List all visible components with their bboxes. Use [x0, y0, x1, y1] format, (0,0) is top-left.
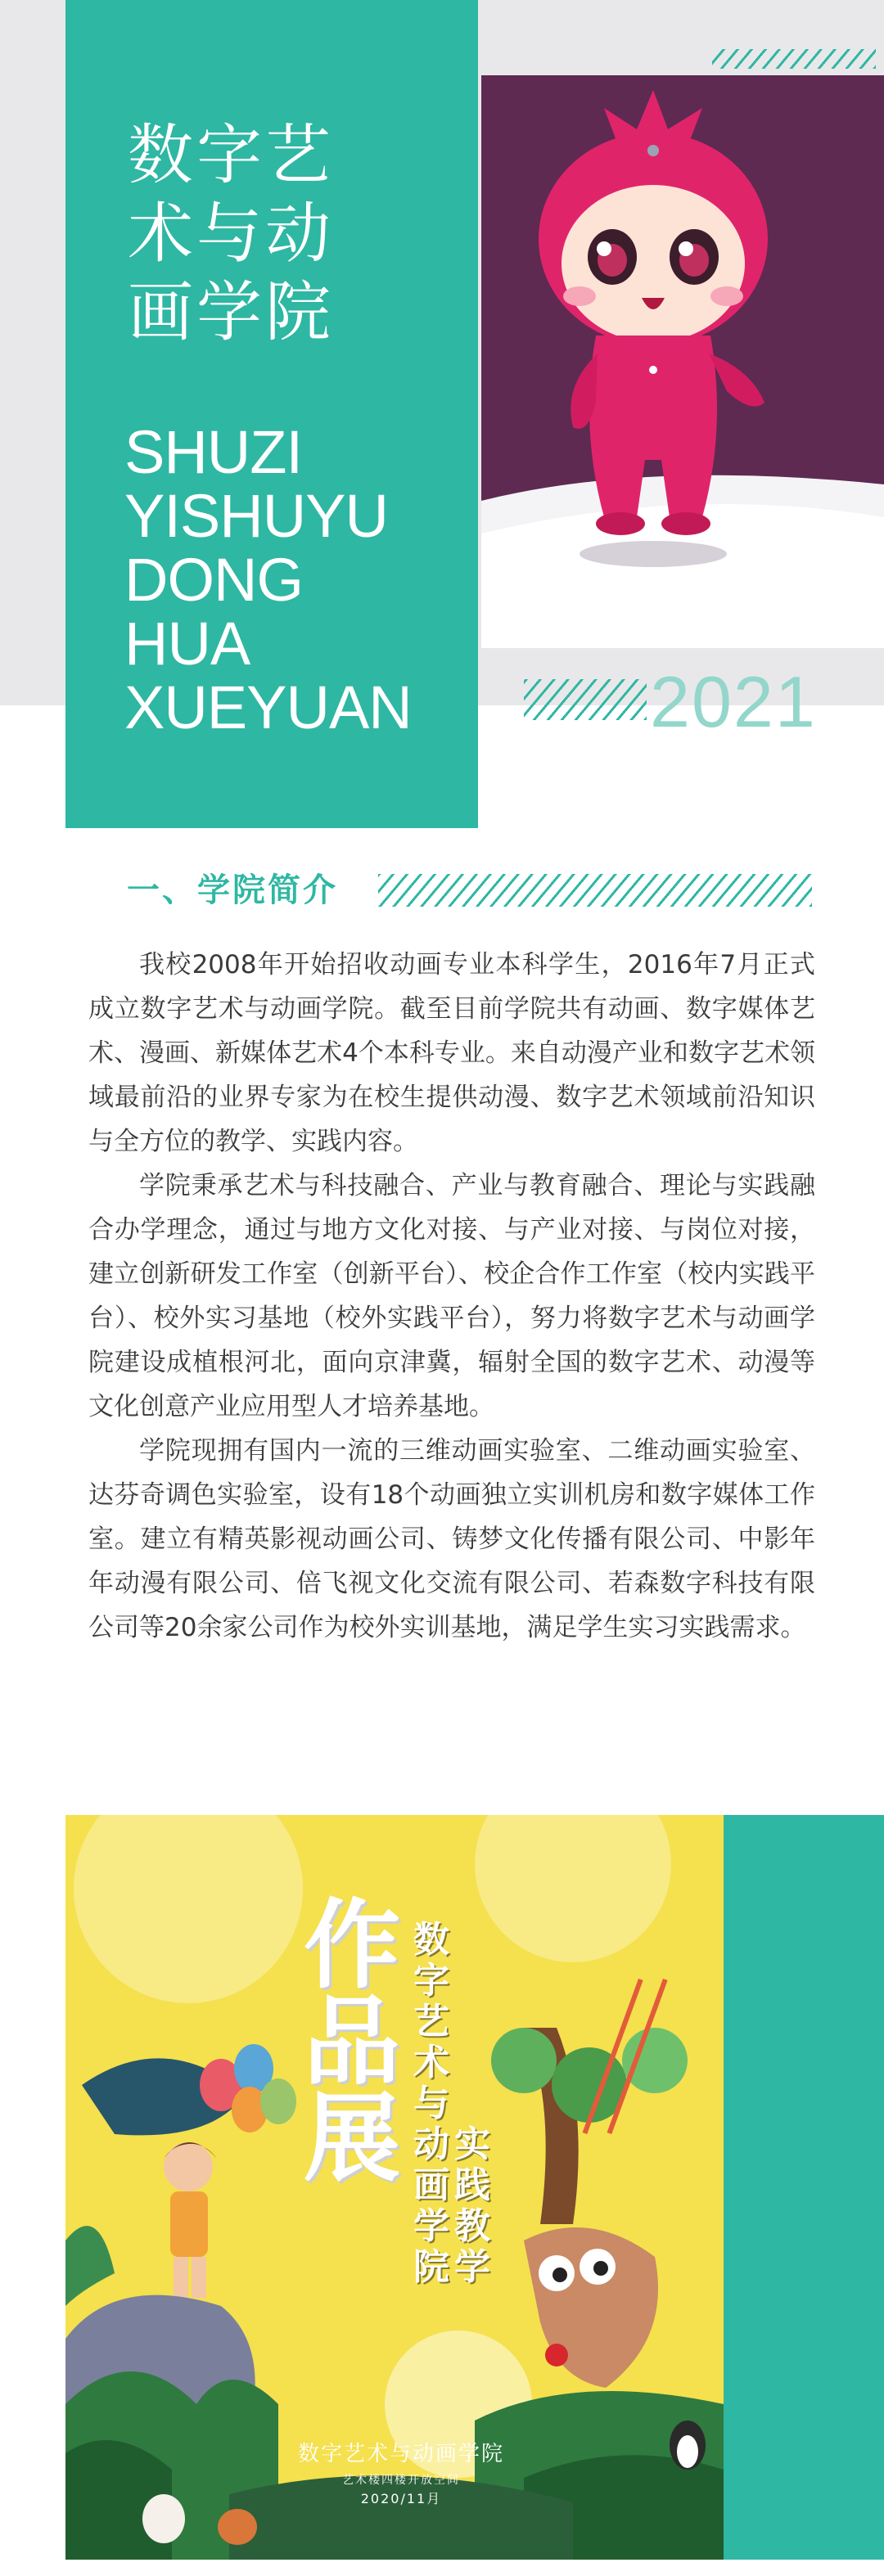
pinyin-line: SHUZI: [124, 418, 302, 486]
pinyin-line: HUA: [124, 610, 250, 678]
poster-title-exhibition: 作品展: [303, 1889, 400, 2195]
college-title-cn: 数字艺术与动画学院: [128, 117, 334, 350]
poster-practice-vertical: 实践教学: [454, 2123, 490, 2288]
intro-paragraph: 我校2008年开始招收动画专业本科学生，2016年7月正式成立数字艺术与动画学院。截至目前学院共有动画、数字媒体艺术、漫画、新媒体艺术4个本科专业。来自动漫产业和数字艺术领域最前沿的业界专家为在校生提供动漫、数字艺术领域前沿知识与全方位的教学、实践内容。: [88, 950, 815, 1156]
pinyin-line: DONG: [124, 546, 303, 614]
decor-stripes-top: [712, 49, 876, 69]
poster-footer-date: 2020/11月: [360, 2491, 442, 2506]
year-label: 2021: [650, 661, 817, 742]
college-intro-text: [88, 943, 815, 1650]
intro-paragraph: 学院秉承艺术与科技融合、产业与教育融合、理论与实践融合办学理念，通过与地方文化对接、与产业对接、与岗位对接，建立创新研发工作室（创新平台）、校企合作工作室（校内实践平台）、校外实习基地（校外实践平台），努力将数字艺术与动画学院建设成植根河北，面向京津冀，辐射全国的数字艺术、动漫等文化创意产业应用型人才培养基地。: [88, 1171, 815, 1421]
mascot-panel: [481, 75, 884, 648]
poster-footer-venue: 艺术楼四楼开放空间: [342, 2474, 460, 2487]
section-heading: 一、学院简介: [127, 871, 338, 909]
decor-stripes-year: [524, 679, 647, 720]
poster-college-vertical: 数字艺术与动画学院: [413, 1919, 449, 2288]
poster-footer-title: 数字艺术与动画学院: [297, 2442, 504, 2466]
poster-side-band: [724, 1815, 884, 2560]
pomegranate-mascot-illustration: [481, 75, 884, 648]
pinyin-line: XUEYUAN: [124, 673, 412, 741]
pinyin-line: YISHUYU: [124, 482, 388, 550]
intro-paragraph: 学院现拥有国内一流的三维动画实验室、二维动画实验室、达芬奇调色实验室，设有18个动画独立实训机房和数字媒体工作室。建立有精英影视动画公司、铸梦文化传播有限公司、中影年年动漫有限公司、倍飞视文化交流有限公司、若森数字科技有限公司等20余家公司作为校外实训基地，满足学生实习实践需求。: [88, 1436, 815, 1642]
college-title-pinyin: [124, 418, 468, 741]
heading-stripes: [378, 874, 812, 907]
